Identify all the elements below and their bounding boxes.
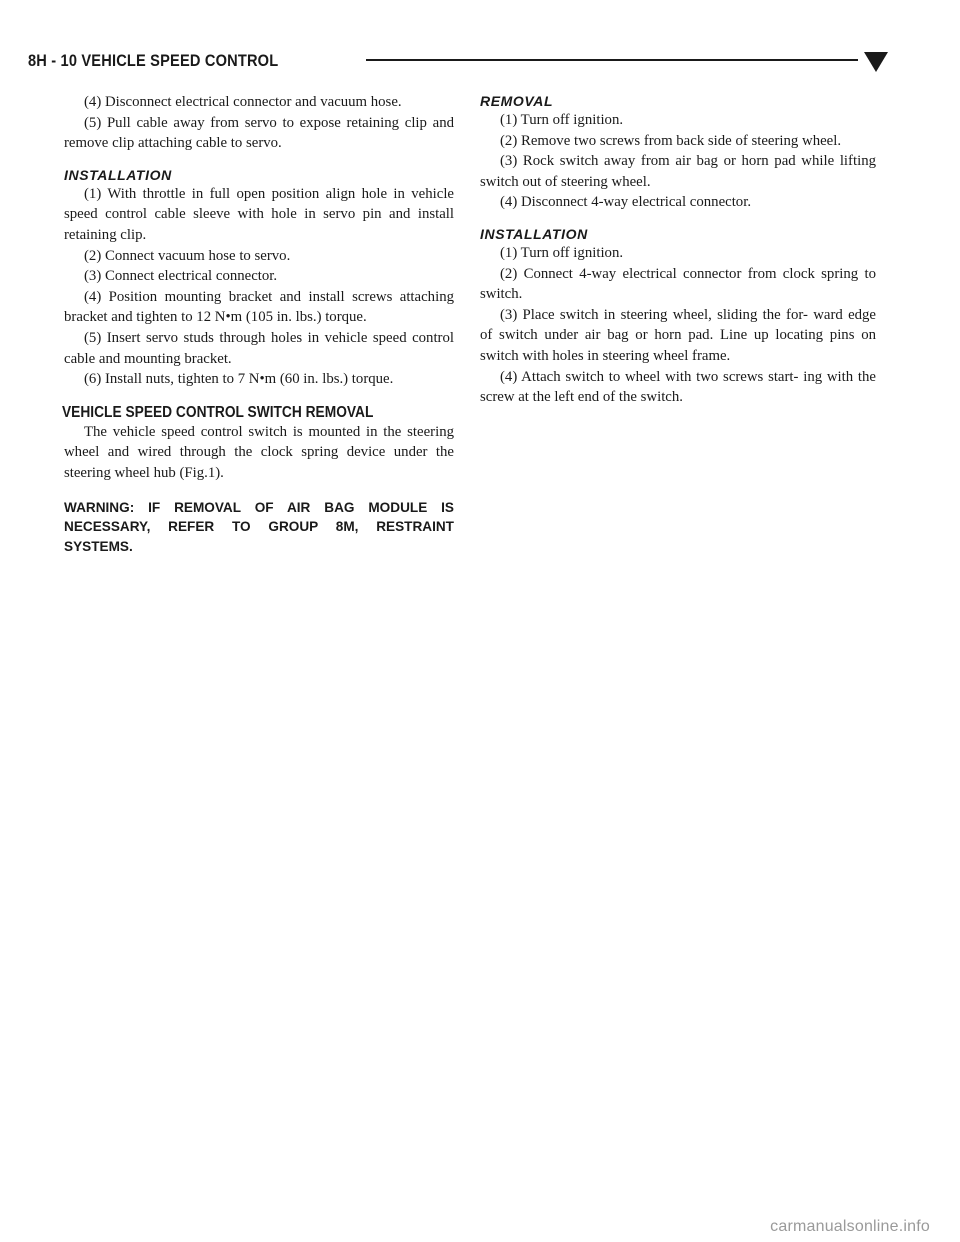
- step-paragraph: (6) Install nuts, tighten to 7 N•m (60 in. lbs.) torque.: [84, 371, 394, 388]
- step-paragraph: (2) Connect vacuum hose to servo.: [84, 247, 291, 264]
- section-body: The vehicle speed control switch is mounted in the steering wheel and wired through the clock spring device under the steering wheel hub (Fig.1).: [64, 423, 454, 481]
- step-paragraph: (1) Turn off ignition.: [500, 112, 624, 128]
- step-paragraph: (1) Turn off ignition.: [500, 244, 624, 261]
- section-heading: VEHICLE SPEED CONTROL SWITCH REMOVAL: [62, 403, 374, 421]
- step-paragraph: (4) Position mounting bracket and install screws attaching bracket and tighten to 12 N•m (105 in. lbs.) torque.: [64, 288, 454, 326]
- step-paragraph: (2) Connect 4-way electrical connector from clock spring to switch.: [480, 265, 876, 303]
- step-paragraph: (4) Attach switch to wheel with two screws start- ing with the screw at the left end of the switch.: [480, 368, 876, 406]
- left-column: [64, 92, 454, 556]
- watermark: carmanualsonline.info: [770, 1218, 930, 1235]
- warning-text: WARNING: IF REMOVAL OF AIR BAG MODULE IS NECESSARY, REFER TO GROUP 8M, RESTRAINT SYSTEMS.: [64, 499, 454, 554]
- installation-heading: INSTALLATION: [480, 225, 588, 242]
- step-paragraph: (1) With throttle in full open position align hole in vehicle speed control cable sleeve with hole in servo pin and install retaining clip.: [64, 185, 454, 243]
- installation-heading: INSTALLATION: [64, 166, 172, 183]
- page-number-title: 8H - 10 VEHICLE SPEED CONTROL: [28, 51, 279, 70]
- step-paragraph: (3) Place switch in steering wheel, sliding the for- ward edge of switch under air bag or horn pad. Line up locating pins on switch with holes in steering wheel frame.: [480, 306, 876, 364]
- step-paragraph: (4) Disconnect electrical connector and vacuum hose.: [84, 94, 402, 110]
- header-rule: [366, 59, 858, 61]
- step-paragraph: (3) Rock switch away from air bag or horn pad while lifting switch out of steering wheel.: [480, 153, 876, 190]
- step-paragraph: (5) Pull cable away from servo to expose retaining clip and remove clip attaching cable to servo.: [64, 114, 454, 152]
- step-paragraph: (3) Connect electrical connector.: [84, 268, 278, 285]
- chrysler-pentastar-icon: [864, 52, 888, 72]
- page-header: [28, 44, 888, 78]
- step-paragraph: (4) Disconnect 4-way electrical connector.: [500, 194, 752, 211]
- step-paragraph: (2) Remove two screws from back side of steering wheel.: [500, 132, 842, 149]
- right-column: [480, 92, 876, 408]
- step-paragraph: (5) Insert servo studs through holes in vehicle speed control cable and mounting bracket.: [64, 329, 454, 367]
- removal-heading: REMOVAL: [480, 93, 554, 109]
